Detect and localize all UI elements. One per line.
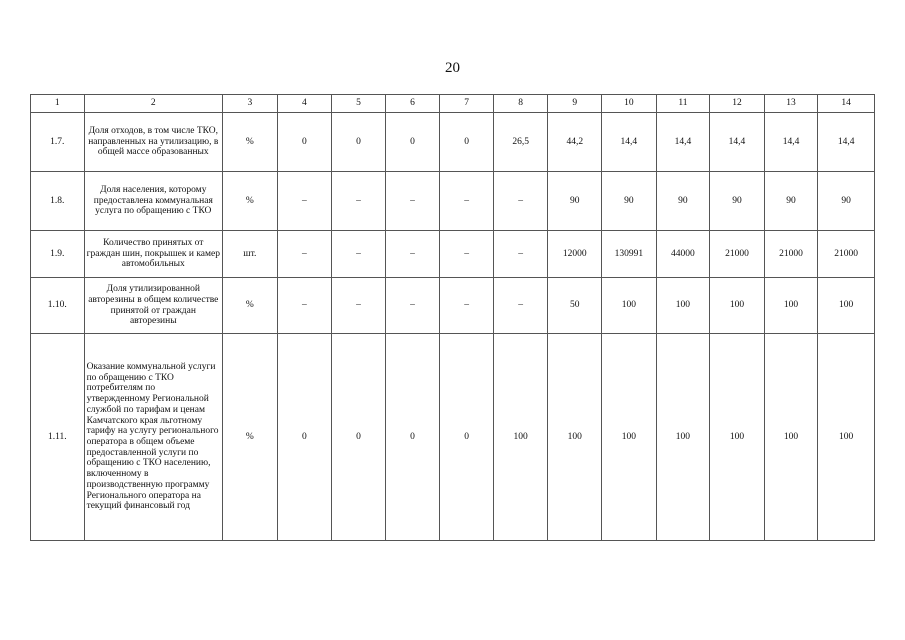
row-value: – (440, 172, 494, 231)
row-value: 14,4 (764, 113, 818, 172)
row-name: Доля населения, которому предоставлена коммунальная услуга по обращению с ТКО (84, 172, 222, 231)
row-value: 100 (656, 278, 710, 334)
row-value: 90 (764, 172, 818, 231)
row-value: 100 (710, 278, 765, 334)
row-name: Доля утилизированной авторезины в общем количестве принятой от граждан авторезины (84, 278, 222, 334)
row-value: 14,4 (818, 113, 875, 172)
row-value: 100 (548, 334, 602, 541)
row-value: 44,2 (548, 113, 602, 172)
row-value: 100 (764, 278, 818, 334)
row-unit: % (223, 334, 278, 541)
row-unit: % (223, 113, 278, 172)
row-value: 21000 (818, 231, 875, 278)
row-value: 100 (656, 334, 710, 541)
table-row (31, 278, 875, 334)
row-value: 100 (493, 334, 548, 541)
column-header: 9 (548, 95, 602, 113)
row-value: 50 (548, 278, 602, 334)
column-header: 2 (84, 95, 222, 113)
row-id: 1.10. (31, 278, 85, 334)
row-unit: % (223, 278, 278, 334)
row-value: 100 (602, 278, 657, 334)
row-value: 100 (764, 334, 818, 541)
row-value: 90 (548, 172, 602, 231)
row-name: Оказание коммунальной услуги по обращению с ТКО потребителям по утвержденному Региональной службой по тарифам и ценам Камчатского края льготному тарифу на услугу регионального оператора в общем объеме предоставленной услуги по обращению с ТКО населению, включенному в производственную программу Регионального оператора на текущий финансовый год (84, 334, 222, 541)
row-value: – (493, 278, 548, 334)
row-value: 0 (277, 334, 332, 541)
row-value: 0 (440, 113, 494, 172)
row-value: 21000 (764, 231, 818, 278)
row-value: 100 (710, 334, 765, 541)
row-value: 0 (440, 334, 494, 541)
column-header: 10 (602, 95, 657, 113)
row-value: 12000 (548, 231, 602, 278)
row-unit: шт. (223, 231, 278, 278)
row-value: 0 (385, 334, 440, 541)
column-header: 14 (818, 95, 875, 113)
row-value: 100 (602, 334, 657, 541)
row-name: Количество принятых от граждан шин, покрышек и камер автомобильных (84, 231, 222, 278)
row-value: – (493, 172, 548, 231)
row-id: 1.11. (31, 334, 85, 541)
column-header: 13 (764, 95, 818, 113)
row-value: 100 (818, 278, 875, 334)
indicators-table (30, 94, 875, 541)
row-value: 0 (332, 334, 386, 541)
row-value: 130991 (602, 231, 657, 278)
row-id: 1.9. (31, 231, 85, 278)
table-row (31, 334, 875, 541)
row-value: 0 (385, 113, 440, 172)
table-row (31, 231, 875, 278)
row-value: 0 (277, 113, 332, 172)
row-value: 90 (710, 172, 765, 231)
row-value: – (440, 278, 494, 334)
row-id: 1.8. (31, 172, 85, 231)
column-header: 3 (223, 95, 278, 113)
table-row (31, 113, 875, 172)
row-value: 21000 (710, 231, 765, 278)
page-number: 20 (445, 60, 460, 76)
row-value: – (277, 172, 332, 231)
column-header: 6 (385, 95, 440, 113)
row-value: – (277, 278, 332, 334)
row-value: 14,4 (710, 113, 765, 172)
row-value: – (277, 231, 332, 278)
row-value: 26,5 (493, 113, 548, 172)
row-value: 14,4 (602, 113, 657, 172)
row-value: – (332, 172, 386, 231)
row-value: 14,4 (656, 113, 710, 172)
column-header: 11 (656, 95, 710, 113)
row-name: Доля отходов, в том числе ТКО, направленных на утилизацию, в общей массе образованных (84, 113, 222, 172)
row-value: – (385, 231, 440, 278)
row-value: – (385, 278, 440, 334)
row-value: 44000 (656, 231, 710, 278)
header-row (31, 95, 875, 113)
row-id: 1.7. (31, 113, 85, 172)
column-header: 1 (31, 95, 85, 113)
row-value: 90 (656, 172, 710, 231)
column-header: 8 (493, 95, 548, 113)
row-value: 90 (602, 172, 657, 231)
column-header: 12 (710, 95, 765, 113)
row-value: – (385, 172, 440, 231)
row-value: – (332, 231, 386, 278)
row-value: 0 (332, 113, 386, 172)
row-value: 90 (818, 172, 875, 231)
column-header: 5 (332, 95, 386, 113)
row-value: – (493, 231, 548, 278)
row-value: – (332, 278, 386, 334)
row-unit: % (223, 172, 278, 231)
row-value: – (440, 231, 494, 278)
column-header: 7 (440, 95, 494, 113)
row-value: 100 (818, 334, 875, 541)
column-header: 4 (277, 95, 332, 113)
table-row (31, 172, 875, 231)
